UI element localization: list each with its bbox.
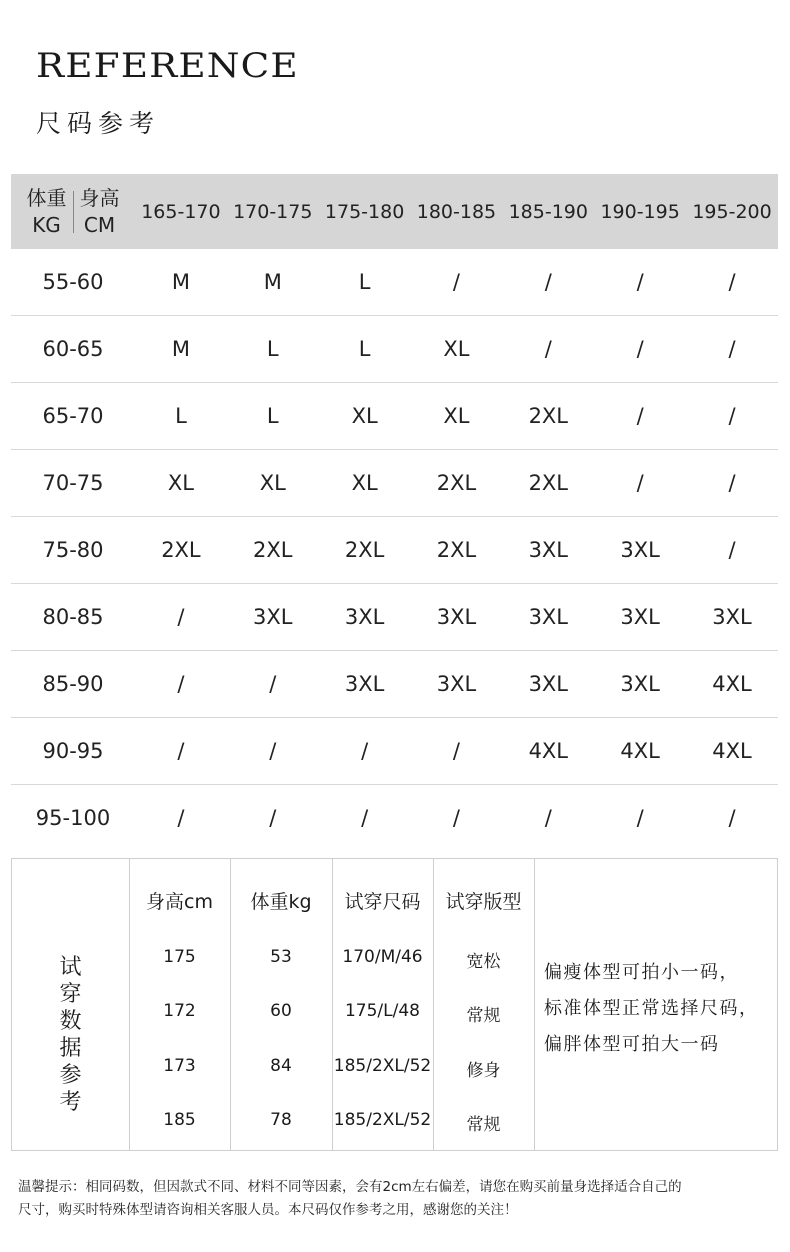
size-row: [11, 316, 778, 383]
size-row: [11, 450, 778, 517]
size-cell: /: [594, 316, 686, 383]
try-on-cell: 175: [163, 947, 196, 967]
size-cell: 2XL: [411, 450, 503, 517]
size-cell: /: [686, 517, 778, 584]
size-cell: /: [411, 718, 503, 785]
size-cell: /: [177, 806, 185, 830]
fit-advice-line: 标准体型正常选择尺码，: [544, 998, 759, 1019]
size-cell: XL: [319, 450, 411, 517]
size-cell: 3XL: [411, 584, 503, 651]
try-on-cell: 78: [270, 1110, 292, 1130]
fit-advice: [544, 955, 759, 1063]
height-label: 身高: [79, 185, 120, 210]
size-reference-subtitle: 尺码参考: [36, 109, 161, 138]
size-cell: L: [227, 383, 319, 450]
try-header-weight: 体重kg: [250, 891, 312, 913]
size-cell: 4XL: [502, 718, 594, 785]
size-cell: /: [594, 450, 686, 517]
size-cell: 3XL: [502, 584, 594, 651]
size-cell: 2XL: [502, 383, 594, 450]
size-chart-body: [11, 249, 778, 851]
size-cell: /: [636, 806, 644, 830]
size-chart-header-row: [11, 174, 778, 249]
size-cell: /: [594, 249, 686, 316]
weight-range-cell: 70-75: [11, 450, 135, 517]
notice-line: 温馨提示：相同码数，但因款式不同、材料不同等因素，会有2cm左右偏差，请您在购买前量身选择适合自己的: [18, 1179, 682, 1195]
weight-range-cell: 75-80: [11, 517, 135, 584]
size-cell: XL: [319, 383, 411, 450]
size-cell: L: [135, 383, 227, 450]
label-char: 考: [59, 1089, 82, 1115]
size-row: [11, 718, 778, 785]
size-cell: 3XL: [502, 517, 594, 584]
try-on-data-label: [12, 919, 129, 1150]
try-on-cell: 60: [270, 1001, 292, 1021]
try-on-cell: 170/M/46: [342, 947, 423, 967]
weight-range-cell: 85-90: [11, 651, 135, 718]
size-cell: /: [686, 383, 778, 450]
size-cell: 2XL: [135, 517, 227, 584]
weight-range-cell: 60-65: [11, 316, 135, 383]
size-row: [11, 584, 778, 651]
size-cell: 2XL: [227, 517, 319, 584]
size-cell: L: [319, 249, 411, 316]
size-cell: 4XL: [594, 718, 686, 785]
size-cell: /: [319, 718, 411, 785]
weight-range-cell: 65-70: [11, 383, 135, 450]
size-cell: 2XL: [411, 517, 503, 584]
fit-advice-line: 偏胖体型可拍大一码: [544, 1034, 720, 1055]
try-on-cell: 185: [163, 1110, 196, 1130]
size-cell: /: [686, 450, 778, 517]
size-row: [11, 383, 778, 450]
size-cell: M: [135, 316, 227, 383]
size-cell: L: [227, 316, 319, 383]
size-cell: 3XL: [411, 651, 503, 718]
size-cell: 3XL: [502, 651, 594, 718]
try-on-cell: 185/2XL/52: [333, 1110, 432, 1130]
size-cell: /: [502, 316, 594, 383]
height-column-header: 190-195: [594, 174, 686, 249]
size-cell: /: [227, 651, 319, 718]
size-cell: 4XL: [686, 651, 778, 718]
height-unit: CM: [83, 212, 116, 237]
label-char: 穿: [59, 981, 82, 1007]
size-cell: /: [728, 806, 736, 830]
label-char: 据: [59, 1035, 82, 1061]
height-column-header: 185-190: [502, 174, 594, 249]
size-cell: /: [544, 806, 552, 830]
try-on-cell: 常规: [466, 1115, 501, 1135]
column-divider: [534, 859, 535, 1150]
notice-text: [18, 1176, 778, 1222]
try-on-cell: 173: [163, 1056, 196, 1076]
size-cell: 3XL: [594, 651, 686, 718]
size-cell: 3XL: [594, 517, 686, 584]
size-cell: 3XL: [227, 584, 319, 651]
height-column-header: 175-180: [319, 174, 411, 249]
weight-unit: KG: [32, 212, 61, 237]
size-cell: XL: [227, 450, 319, 517]
weight-label: 体重: [26, 185, 67, 210]
label-char: 试: [59, 954, 82, 980]
notice-line: 尺寸，购买时特殊体型请咨询相关客服人员。本尺码仅作参考之用，感谢您的关注！: [18, 1202, 518, 1218]
size-cell: /: [502, 249, 594, 316]
try-header-fit: 试穿版型: [445, 891, 522, 913]
height-column-header: 180-185: [411, 174, 503, 249]
reference-title: REFERENCE: [36, 46, 299, 86]
label-char: 参: [59, 1062, 82, 1088]
size-cell: M: [135, 249, 227, 316]
try-on-cell: 185/2XL/52: [333, 1056, 432, 1076]
weight-range-cell: 80-85: [11, 584, 135, 651]
height-column-header: 195-200: [686, 174, 778, 249]
try-on-cell: 172: [163, 1001, 196, 1021]
height-column-header: 165-170: [135, 174, 227, 249]
size-cell: 3XL: [319, 651, 411, 718]
try-header-height: 身高cm: [146, 891, 213, 913]
size-cell: /: [135, 584, 227, 651]
size-cell: L: [319, 316, 411, 383]
size-cell: /: [686, 249, 778, 316]
size-row: [11, 651, 778, 718]
weight-range-cell: 55-60: [11, 249, 135, 316]
size-cell: /: [686, 316, 778, 383]
weight-range-cell: 90-95: [11, 718, 135, 785]
size-cell: /: [227, 718, 319, 785]
label-char: 数: [59, 1008, 82, 1034]
size-cell: 3XL: [686, 584, 778, 651]
size-cell: /: [269, 806, 277, 830]
try-on-cell: 常规: [466, 1006, 501, 1026]
size-cell: 3XL: [319, 584, 411, 651]
size-cell: 3XL: [594, 584, 686, 651]
size-cell: /: [135, 651, 227, 718]
size-cell: /: [361, 806, 369, 830]
try-on-reference-table: [11, 858, 778, 1151]
fit-advice-line: 偏瘦体型可拍小一码，: [544, 962, 739, 983]
try-on-cell: 宽松: [466, 952, 501, 972]
try-on-cell: 53: [270, 947, 292, 967]
height-column-header: 170-175: [227, 174, 319, 249]
size-cell: XL: [411, 316, 503, 383]
try-on-cell: 175/L/48: [344, 1001, 420, 1021]
size-cell: /: [411, 249, 503, 316]
size-cell: /: [452, 806, 460, 830]
size-cell: /: [594, 383, 686, 450]
size-row: [11, 517, 778, 584]
corner-header: [11, 174, 135, 249]
size-cell: M: [227, 249, 319, 316]
try-on-cell: 修身: [466, 1061, 501, 1081]
try-header-size: 试穿尺码: [344, 891, 421, 913]
size-row: [11, 249, 778, 316]
size-cell: /: [135, 718, 227, 785]
size-cell: 2XL: [319, 517, 411, 584]
size-cell: 2XL: [502, 450, 594, 517]
size-cell: XL: [411, 383, 503, 450]
size-cell: 4XL: [686, 718, 778, 785]
size-cell: XL: [135, 450, 227, 517]
size-row: [11, 785, 778, 852]
try-on-cell: 84: [270, 1056, 292, 1076]
size-chart-table: [11, 174, 778, 851]
weight-range-cell: 95-100: [35, 806, 111, 830]
